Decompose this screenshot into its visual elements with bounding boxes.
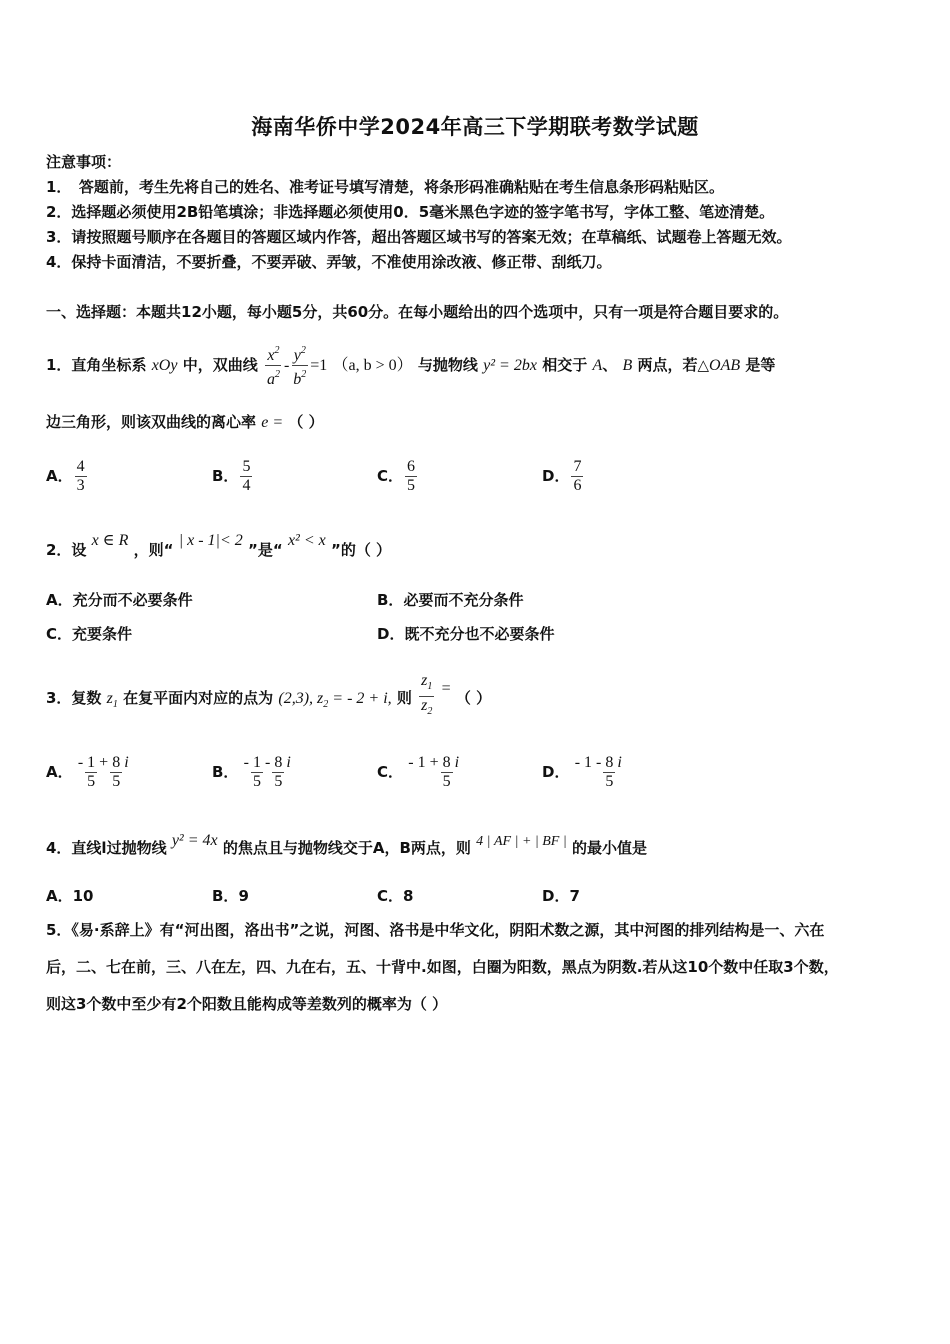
question-1-line-2: 边三角形，则该双曲线的离心率 e = （ ） — [46, 413, 324, 431]
question-5-line-2: 后，二、七在前，三、八在左，四、九在右，五、十背中.如图，白圈为阳数，黑点为阴数.若从这10个数中任取3个数， — [46, 958, 839, 976]
q4-option-a[interactable]: A．10 — [46, 887, 94, 905]
q4-option-c[interactable]: C．8 — [377, 887, 414, 905]
question-1: 1．直角坐标系 xOy 中，双曲线 $\frac{x^2}{a^2}$ - $\frac{y^2}{b^2}$ =1 （a, b > 0） 与抛物线 y² = 2bx 相交于 A、 B 两点，若△OAB 是等 — [46, 342, 775, 389]
hyperbola-x-term: $\frac{x^2}{a^2}$ — [265, 342, 282, 389]
notice-item-3: 3．请按照题号顺序在各题目的答题区域内作答，超出答题区域书写的答案无效；在草稿纸、试题卷上答题无效。 — [46, 228, 792, 246]
section-heading: 一、选择题：本题共12小题，每小题5分，共60分。在每小题给出的四个选项中，只有一项是符合题目要求的。 — [46, 303, 789, 321]
q3-option-b[interactable]: B． - $\frac{1}{5}$ - $\frac{8}{5}$ i — [212, 754, 291, 790]
q3-option-a[interactable]: A． - $\frac{1}{5}$ + $\frac{8}{5}$ i — [46, 754, 129, 790]
eccentricity: e = — [261, 414, 284, 431]
question-3: 3．复数 $z_1$ 在复平面内对应的点为 (2,3), $z_2$ = - 2 + i, 则 $\frac{z_1}{z_2}$ = （ ） — [46, 674, 491, 723]
q4-option-b[interactable]: B．9 — [212, 887, 249, 905]
q2-option-b[interactable]: B．必要而不充分条件 — [377, 591, 524, 609]
z1-over-z2: $\frac{z_1}{z_2}$ — [421, 672, 433, 717]
parabola-eq: y² = 2bx — [483, 357, 537, 374]
q3-option-d[interactable]: D． - 1 - $\frac{8}{5}$ i — [542, 754, 622, 790]
q1-option-a[interactable]: A． $\frac{4}{3}$ — [46, 458, 85, 494]
condition: （a, b > 0） — [332, 357, 413, 374]
notice-item-1: 1． 答题前，考生先将自己的姓名、准考证号填写清楚，将条形码准确粘贴在考生信息条形码粘贴区。 — [46, 178, 724, 196]
q2-option-a[interactable]: A．充分而不必要条件 — [46, 591, 193, 609]
q2-option-c[interactable]: C．充要条件 — [46, 625, 133, 643]
q1-option-c[interactable]: C． $\frac{6}{5}$ — [377, 458, 416, 494]
notice-item-4: 4．保持卡面清洁，不要折叠，不要弄破、弄皱，不准使用涂改液、修正带、刮纸刀。 — [46, 253, 612, 271]
q4-option-d[interactable]: D．7 — [542, 887, 580, 905]
notice-item-2: 2．选择题必须使用2B铅笔填涂；非选择题必须使用0．5毫米黑色字迹的签字笔书写，字体工整、笔迹清楚。 — [46, 203, 775, 221]
notice-heading: 注意事项： — [46, 153, 122, 171]
hyperbola-y-term: $\frac{y^2}{b^2}$ — [291, 342, 308, 389]
q1-option-d[interactable]: D． $\frac{7}{6}$ — [542, 458, 582, 494]
q3-option-c[interactable]: C． - 1 + $\frac{8}{5}$ i — [377, 754, 460, 790]
q2-option-d[interactable]: D．既不充分也不必要条件 — [377, 625, 555, 643]
q1-option-b[interactable]: B． $\frac{5}{4}$ — [212, 458, 251, 494]
question-2: 2．设 x ∈ R ，则“ | x - 1|< 2 ”是“ x² < x ”的（ ） — [46, 532, 392, 559]
question-5-line-1: 5．《易·系辞上》有“河出图，洛出书”之说，河图、洛书是中华文化，阴阳术数之源，其中河图的排列结构是一、六在 — [46, 921, 825, 939]
question-5-line-3: 则这3个数中至少有2个阳数且能构成等差数列的概率为（ ） — [46, 995, 448, 1013]
question-4: 4．直线l过抛物线 y² = 4x 的焦点且与抛物线交于A，B两点，则 4 | AF | + | BF | 的最小值是 — [46, 832, 647, 857]
page-title: 海南华侨中学2024年高三下学期联考数学试题 — [251, 115, 699, 139]
math-xoy: xOy — [151, 357, 178, 374]
